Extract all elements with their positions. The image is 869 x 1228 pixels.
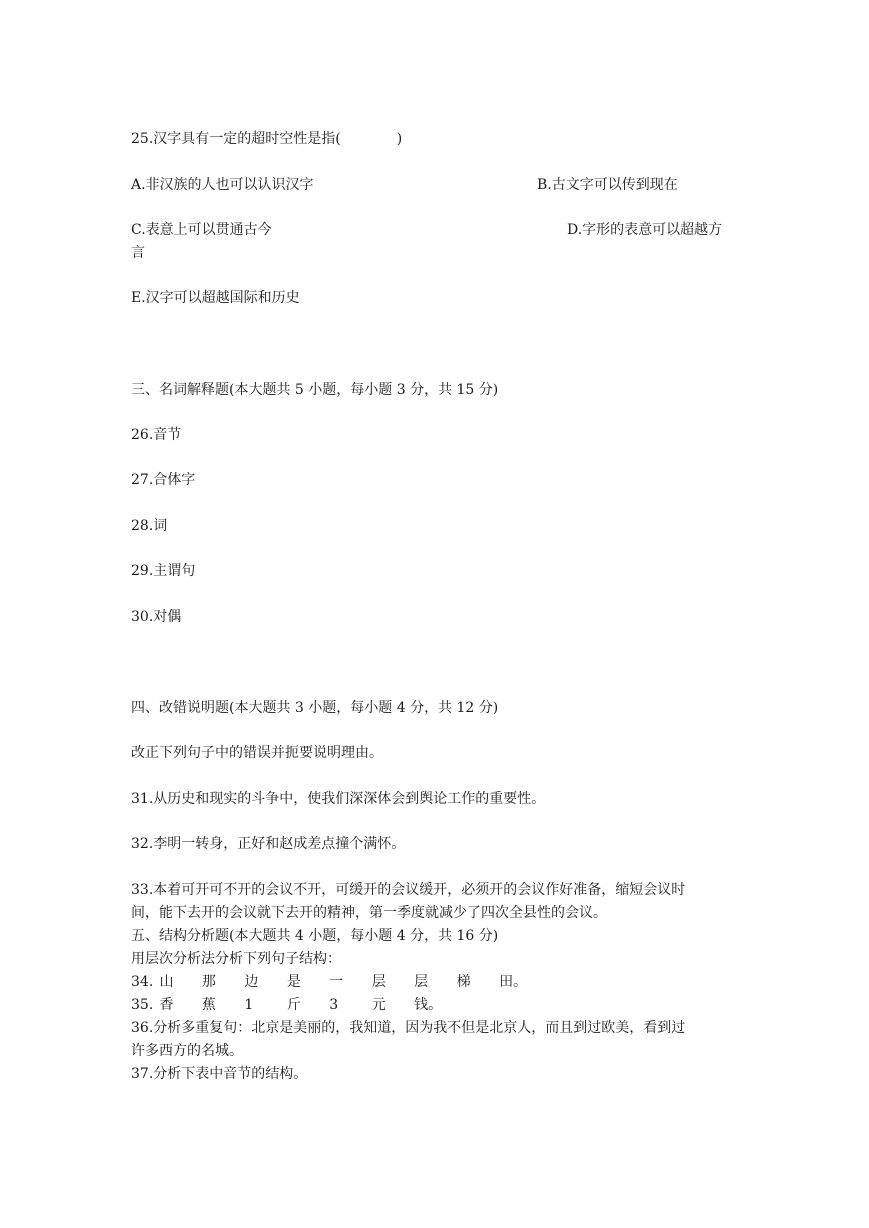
q25-option-a: A.非汉族的人也可以认识汉字 bbox=[131, 177, 314, 193]
q25-option-d: D.字形的表意可以超越方 bbox=[567, 222, 723, 238]
section4-instruction: 改正下列句子中的错误并扼要说明理由。 bbox=[131, 745, 383, 761]
q34-token: 一 bbox=[329, 974, 344, 990]
q25-stem: 25.汉字具有一定的超时空性是指( ) bbox=[131, 131, 403, 147]
q35-token: 香 bbox=[159, 997, 174, 1013]
section3-item-26: 26.音节 bbox=[131, 427, 182, 443]
question-35-number: 35. bbox=[131, 997, 154, 1013]
q35-token: 3 bbox=[329, 997, 339, 1013]
question-36-line2: 许多西方的名城。 bbox=[131, 1043, 243, 1059]
q35-token: 1 bbox=[244, 997, 254, 1013]
q35-token: 斤 bbox=[286, 997, 301, 1013]
section3-item-29: 29.主谓句 bbox=[131, 563, 196, 579]
q34-token: 山 bbox=[159, 974, 174, 990]
q34-token: 层 bbox=[371, 974, 386, 990]
question-32: 32.李明一转身，正好和赵成差点撞个满怀。 bbox=[131, 836, 406, 852]
question-33-line2: 间，能下去开的会议就下去开的精神，第一季度就减少了四次全县性的会议。 bbox=[131, 905, 607, 921]
question-34 bbox=[131, 972, 527, 992]
q25-option-d-continuation: 言 bbox=[131, 245, 145, 261]
q34-token: 梯 bbox=[456, 974, 471, 990]
q34-token: 是 bbox=[286, 974, 301, 990]
section3-item-30: 30.对偶 bbox=[131, 609, 182, 625]
section3-item-27: 27.合体字 bbox=[131, 472, 196, 488]
q35-token: 钱。 bbox=[414, 997, 443, 1013]
q25-option-e: E.汉字可以超越国际和历史 bbox=[131, 290, 300, 306]
question-37: 37.分析下表中音节的结构。 bbox=[131, 1066, 308, 1082]
q34-token: 边 bbox=[244, 974, 259, 990]
question-33-line1: 33.本着可开可不开的会议不开，可缓开的会议缓开，必须开的会议作好准备，缩短会议时 bbox=[131, 882, 686, 898]
q34-token: 层 bbox=[414, 974, 429, 990]
q34-token: 田。 bbox=[499, 974, 528, 990]
section5-heading: 五、结构分析题(本大题共 4 小题，每小题 4 分，共 16 分) bbox=[131, 928, 499, 944]
q34-token: 那 bbox=[201, 974, 216, 990]
question-36-line1: 36.分析多重复句：北京是美丽的，我知道，因为我不但是北京人，而且到过欧美，看到过 bbox=[131, 1020, 686, 1036]
q25-option-b: B.古文字可以传到现在 bbox=[537, 177, 678, 193]
section5-instruction: 用层次分析法分析下列句子结构： bbox=[131, 951, 341, 967]
q35-token: 蕉 bbox=[201, 997, 216, 1013]
section3-heading: 三、名词解释题(本大题共 5 小题，每小题 3 分，共 15 分) bbox=[131, 382, 499, 398]
question-34-number: 34. bbox=[131, 974, 154, 990]
section4-heading: 四、改错说明题(本大题共 3 小题，每小题 4 分，共 12 分) bbox=[131, 700, 499, 716]
section3-item-28: 28.词 bbox=[131, 518, 168, 534]
question-31: 31.从历史和现实的斗争中，使我们深深体会到舆论工作的重要性。 bbox=[131, 791, 546, 807]
question-35 bbox=[131, 995, 442, 1015]
q25-option-c: C.表意上可以贯通古今 bbox=[131, 222, 272, 238]
q35-token: 元 bbox=[371, 997, 386, 1013]
